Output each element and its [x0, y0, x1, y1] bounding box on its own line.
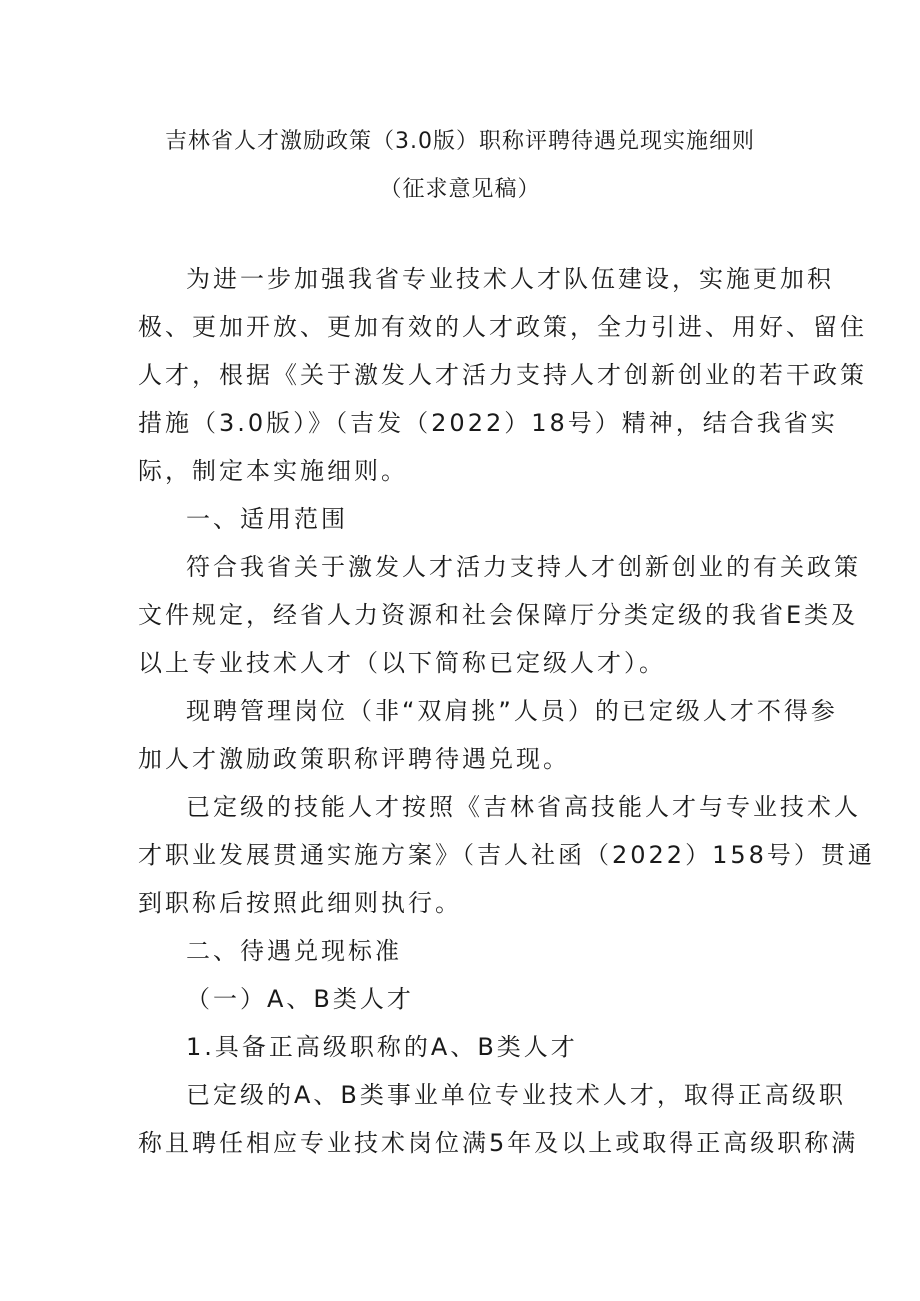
paragraph-line: 到职称后按照此细则执行。 [138, 889, 462, 917]
paragraph-line: 文件规定，经省人力资源和社会保障厅分类定级的我省E类及 [138, 601, 859, 629]
paragraph-line: 际，制定本实施细则。 [138, 457, 408, 485]
paragraph-line: 为进一步加强我省专业技术人才队伍建设，实施更加积 [186, 265, 834, 293]
paragraph-line: 人才，根据《关于激发人才活力支持人才创新创业的若干政策 [138, 361, 867, 389]
section-heading: 一、适用范围 [186, 505, 348, 533]
paragraph-line: 已定级的A、B类事业单位专业技术人才，取得正高级职 [186, 1081, 846, 1109]
paragraph-line: 加人才激励政策职称评聘待遇兑现。 [138, 745, 570, 773]
paragraph-line: 已定级的技能人才按照《吉林省高技能人才与专业技术人 [186, 793, 861, 821]
paragraph-line: 称且聘任相应专业技术岗位满5年及以上或取得正高级职称满 [138, 1129, 859, 1157]
paragraph-line: 极、更加开放、更加有效的人才政策，全力引进、用好、留住 [138, 313, 867, 341]
item-heading: 1.具备正高级职称的A、B类人才 [186, 1033, 578, 1061]
paragraph-line: 以上专业技术人才（以下简称已定级人才）。 [138, 649, 666, 677]
paragraph-line: 现聘管理岗位（非“双肩挑”人员）的已定级人才不得参 [186, 697, 838, 725]
section-heading: 二、待遇兑现标准 [186, 937, 402, 965]
paragraph-line: 符合我省关于激发人才活力支持人才创新创业的有关政策 [186, 553, 861, 581]
paragraph-line: 才职业发展贯通实施方案》（吉人社函（2022）158号）贯通 [138, 841, 875, 869]
document-subtitle: （征求意见稿） [379, 177, 541, 202]
paragraph-line: 措施（3.0版）》（吉发（2022）18号）精神，结合我省实 [138, 409, 838, 437]
document-title: 吉林省人才激励政策（3.0版）职称评聘待遇兑现实施细则 [165, 129, 755, 154]
subsection-heading: （一）A、B类人才 [186, 985, 414, 1013]
